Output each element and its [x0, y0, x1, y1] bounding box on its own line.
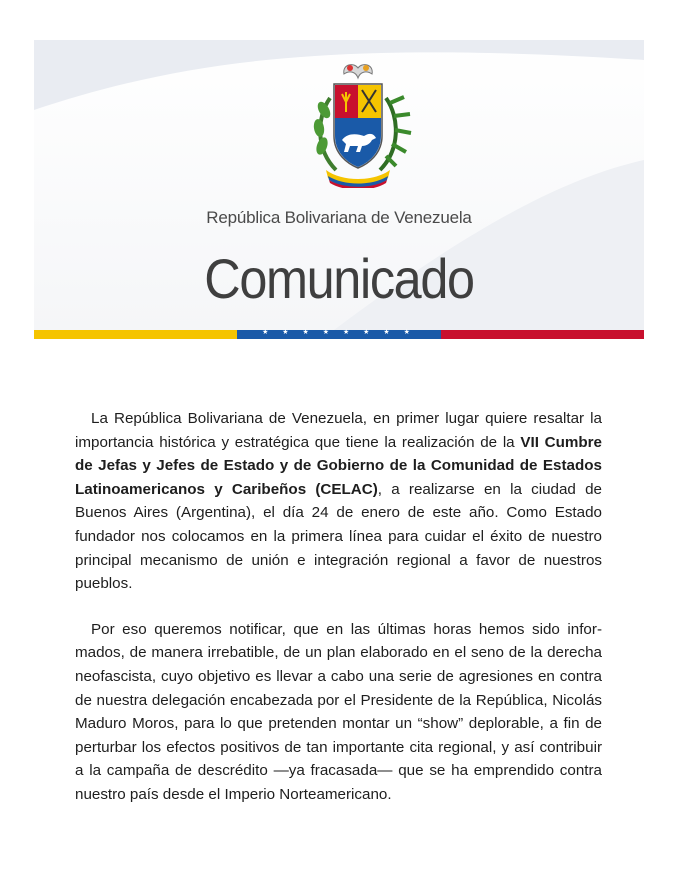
page-title: Comunicado [204, 247, 474, 310]
paragraph-1-rest: , a realizarse en la ciudad de Buenos Aires (Argentina), el día 24 de enero de este año. Como Estado fundador nos colocamos en la primera línea para cuidar el éxito de nuestro principal mecanismo de unión e integración regional a favor de nuestros pueblos. [75, 480, 602, 593]
flag-red-band [441, 330, 644, 339]
paragraph-1-intro: La República Bolivariana de Venezuela, en primer lugar quiere resaltar la importancia histórica y estratégica que tiene la realización de la [75, 410, 602, 451]
flag-color-strip [34, 330, 644, 339]
paragraph-1 [75, 407, 602, 596]
header-banner [34, 40, 644, 330]
celac-summit-name: VII Cumbre de Jefas y Jefes de Estado y de Gobierno de la Comunidad de Estados Latinoamericanos y Caribeños (CELAC) [75, 433, 602, 498]
flag-blue-band [237, 330, 440, 339]
communique-body [75, 407, 602, 829]
republic-name: República Bolivariana de Venezuela [206, 208, 472, 227]
coat-of-arms-icon [302, 58, 414, 188]
stars-icon: ★ ★ ★ ★ ★ ★ ★ ★ [262, 329, 416, 336]
paragraph-2: Por eso queremos notificar, que en las últimas horas hemos sido informados, de manera irrebatible, de un plan elaborado en el seno de la derecha neofascista, cuyo objetivo es llevar a cabo una serie de agresiones en contra de nuestra delegación encabezada por el Presidente de la República, Nicolás Maduro Moros, para lo que pretenden montar un “show” deplorable, a fin de perturbar los efectos positivos de tan importante cita regional, y así contribuir a la campaña de descrédito —ya fracasada— que se ha emprendido contra nuestro país desde el Imperio Norteamericano. [75, 620, 602, 803]
flag-yellow-band [34, 330, 237, 339]
